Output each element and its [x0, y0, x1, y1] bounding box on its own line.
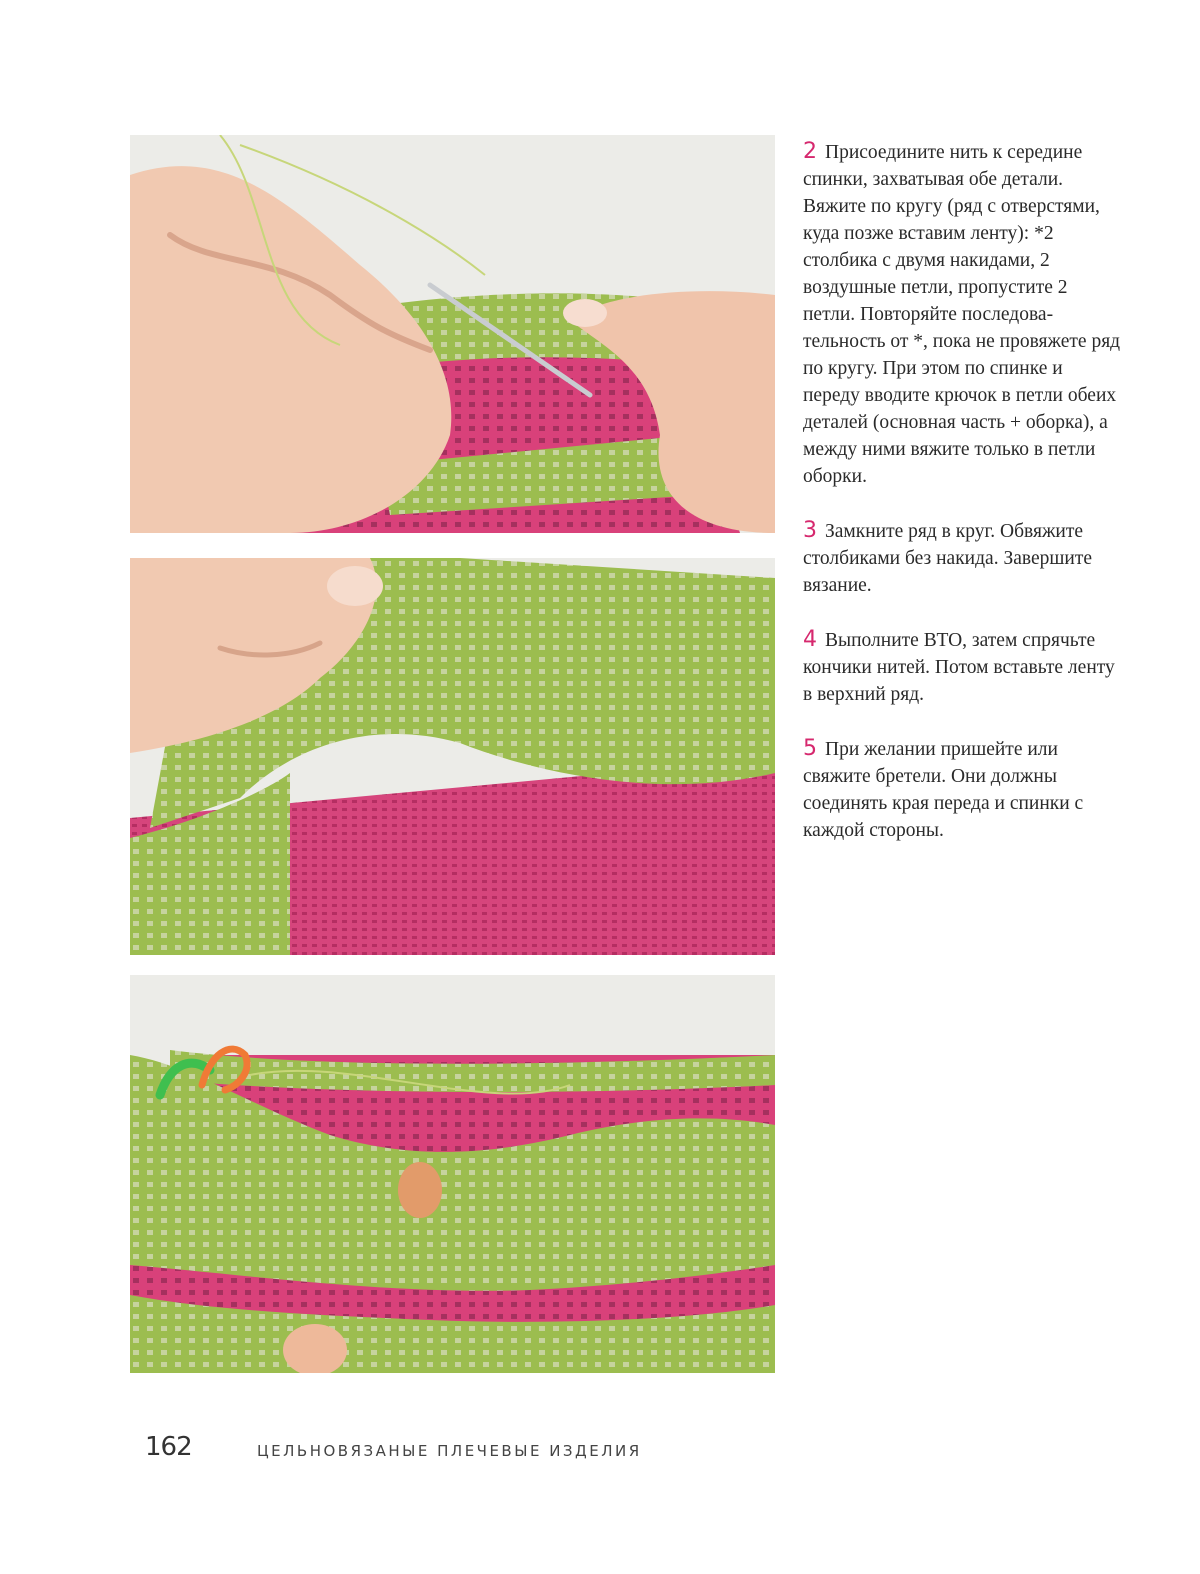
photo-lifting-ruffle [130, 558, 775, 955]
step-text: Замкните ряд в круг. Обвяжите столбиками без накида. Завершите вязание. [803, 521, 1092, 596]
page-number: 162 [145, 1432, 192, 1462]
step-number: 4 [803, 627, 817, 652]
ruffled-top-illustration [130, 975, 775, 1373]
step-number: 5 [803, 736, 817, 761]
step-4 [803, 626, 1123, 708]
step-number: 2 [803, 139, 817, 164]
step-2 [803, 138, 1123, 490]
step-3 [803, 517, 1123, 599]
ruffle-lift-illustration [130, 558, 775, 955]
photo-ruffled-top [130, 975, 775, 1373]
running-head: ЦЕЛЬНОВЯЗАНЫЕ ПЛЕЧЕВЫЕ ИЗДЕЛИЯ [257, 1442, 642, 1460]
step-number: 3 [803, 518, 817, 543]
instruction-steps [803, 138, 1123, 871]
step-text: Выполните ВТО, затем спрячьте кончики нитей. Потом вставьте ленту в верхний ряд. [803, 630, 1115, 705]
step-text: При желании пришейте или свяжите бретели. Они должны соединять края переда и спинки с каждой стороны. [803, 739, 1084, 841]
photo-crocheting-hands [130, 135, 775, 533]
step-5 [803, 735, 1123, 844]
step-text: Присоедините нить к середине спинки, захватывая обе детали. Вяжите по кругу (ряд с отверстями, куда позже вставим ленту): *2 столбика с двумя накидами, 2 воздушные петли, пропустите 2 петли. Повторяйте последовательность от *, пока не провяжете ряд по кругу. При этом по спинке и переду вводите крючок в петли обеих деталей (основная часть + оборка), а между ними вяжите только в петли оборки. [803, 142, 1121, 487]
crochet-hands-illustration [130, 135, 775, 533]
